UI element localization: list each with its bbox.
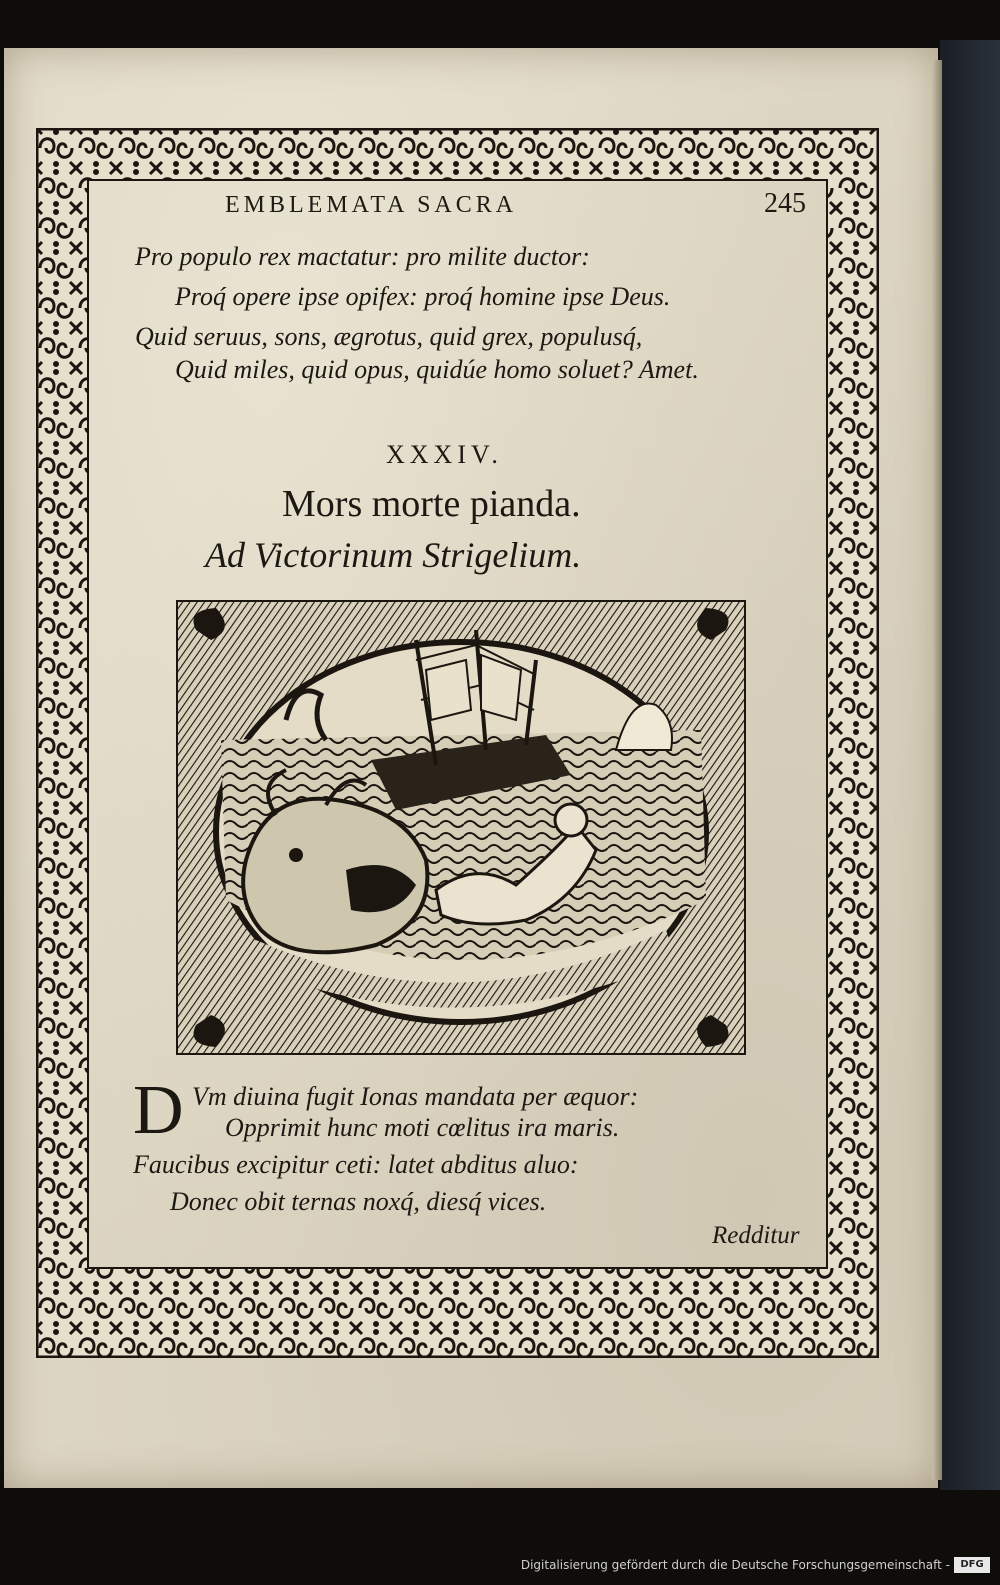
- dfg-logo-icon: DFG: [954, 1557, 990, 1573]
- catchword: Redditur: [712, 1222, 800, 1249]
- scan-background: [940, 40, 1000, 1490]
- bottom-verse-line-4: Donec obit ternas noxq́, diesq́ vices.: [170, 1187, 547, 1216]
- page-number: 245: [764, 188, 806, 219]
- footer-bar: [0, 1550, 1000, 1585]
- emblem-motto: Mors morte pianda.: [282, 483, 581, 525]
- top-verse-line-2: Proq́ opere ipse opifex: proq́ homine ipse Deus.: [175, 282, 671, 311]
- bottom-verse-line-2: Opprimit hunc moti cœlitus ira maris.: [225, 1113, 620, 1142]
- top-verse-line-4: Quid miles, quid opus, quidúe homo soluet? Amet.: [175, 355, 699, 384]
- digitization-credit: Digitalisierung gefördert durch die Deutsche Forschungsgemeinschaft -: [520, 1558, 950, 1572]
- running-head-title: EMBLEMATA SACRA: [225, 192, 518, 218]
- top-verse-line-3: Quid seruus, sons, ægrotus, quid grex, populusq́,: [135, 322, 643, 351]
- woodcut-illustration: [176, 600, 746, 1055]
- woodcut-jonah-and-whale-icon: [176, 600, 746, 1055]
- page-edge: [932, 60, 942, 1480]
- drop-cap: D: [133, 1072, 184, 1149]
- emblem-dedication: Ad Victorinum Strigelium.: [205, 535, 582, 575]
- bottom-verse-line-3: Faucibus excipitur ceti: latet abditus aluo:: [133, 1150, 579, 1179]
- bottom-verse-line-1: Vm diuina fugit Ionas mandata per æquor:: [192, 1082, 639, 1111]
- top-verse-line-1: Pro populo rex mactatur: pro milite ductor:: [135, 242, 590, 271]
- emblem-number: XXXIV.: [386, 440, 503, 469]
